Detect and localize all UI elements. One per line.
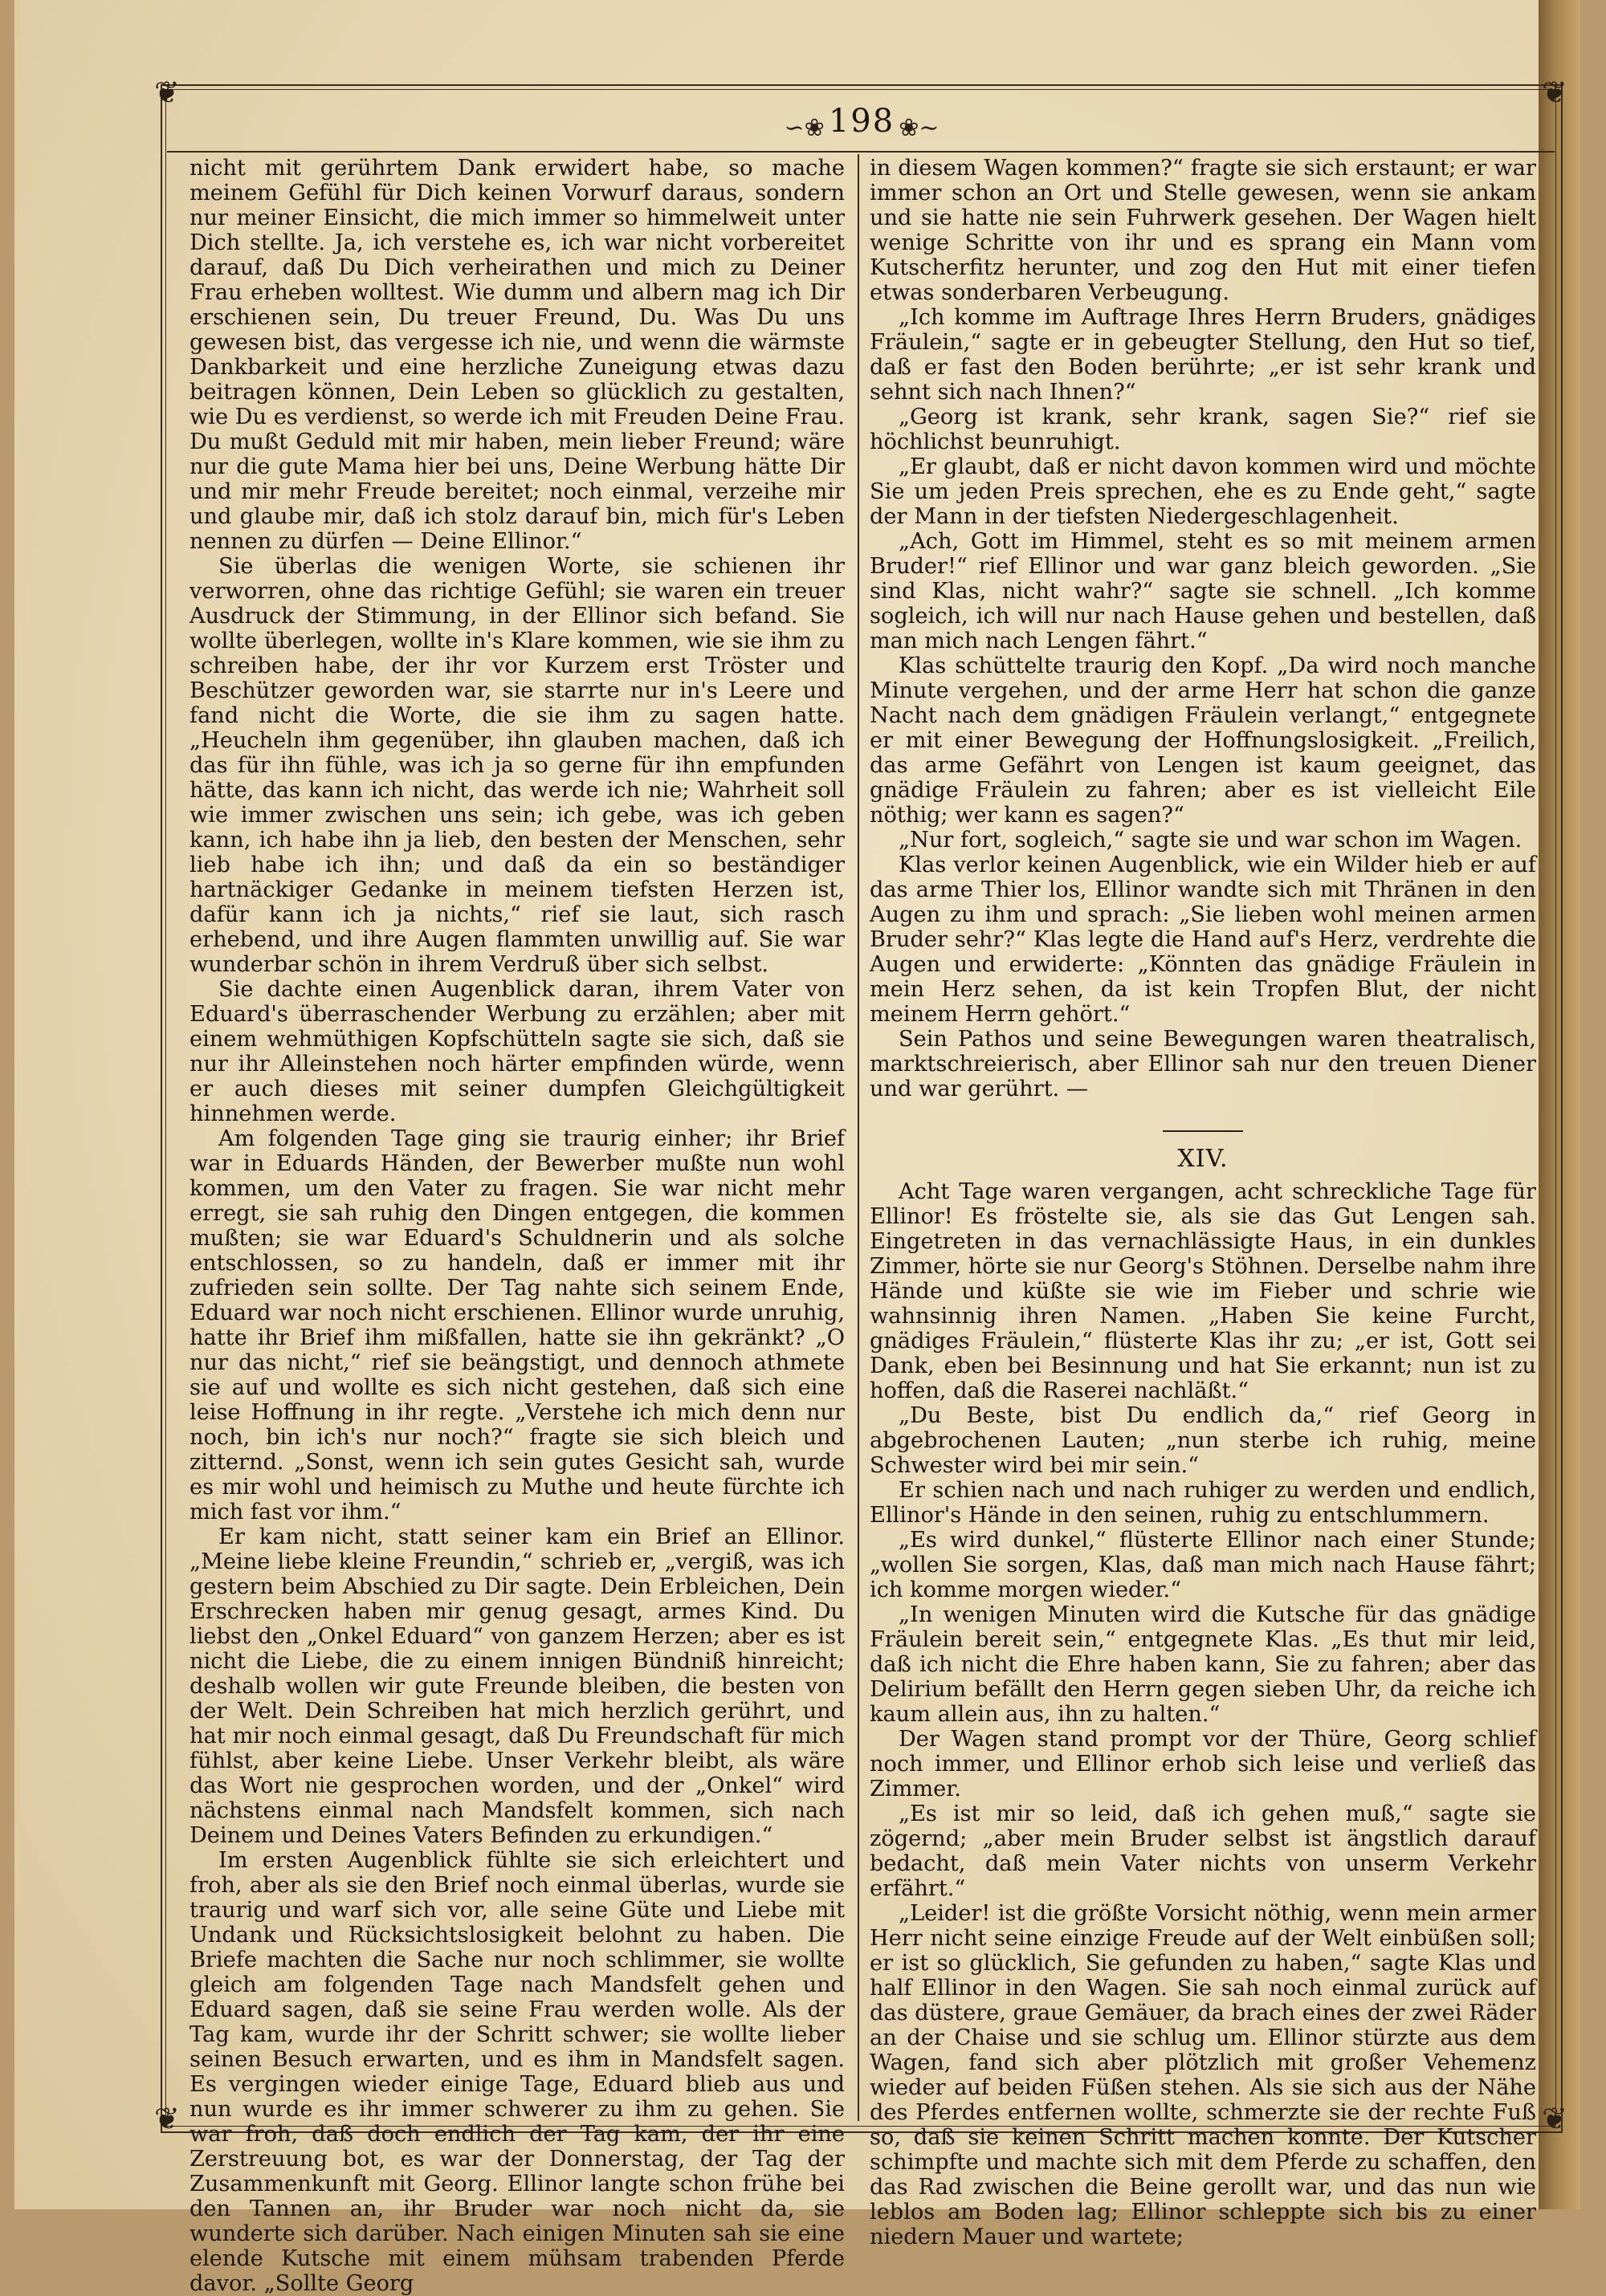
paragraph: „Nur fort, sogleich,“ sagte sie und war schon im Wagen.	[899, 828, 1522, 853]
paragraph: Sie dachte einen Augenblick daran, ihrem Vater von Eduard's überraschender Werbung zu erzählen; aber mit einem wehmüthigen Kopfschütteln sagte sie sich, daß sie nur ihr Alleinstehen noch härter empfinden würde, wenn er auch dieses mit seiner dumpfen Gleichgültigkeit hinnehmen werde.	[190, 977, 845, 1126]
paragraph: Sein Pathos und seine Bewegungen waren theatralisch, marktschreierisch, aber Ellinor sah nur den treuen Diener und war gerührt. —	[870, 1027, 1536, 1101]
paragraph: Klas schüttelte traurig den Kopf. „Da wird noch manche Minute vergehen, und der arme Herr hat schon die ganze Nacht nach dem gnädigen Fräulein verlangt,“ entgegnete er mit einer Bewegung der Hoffnungslosigkeit. „Freilich, das arme Gefährt von Lengen ist kaum geeignet, das gnädige Fräulein zu fahren; aber es ist vielleicht Eile nöthig; wer kann es sagen?“	[870, 653, 1536, 828]
corner-ornament-bottom-right: ❦	[1542, 2101, 1567, 2136]
header-rule	[167, 151, 1555, 153]
corner-ornament-bottom-left: ❦	[154, 2101, 180, 2136]
paragraph: Der Wagen stand prompt vor der Thüre, Georg schlief noch immer, und Ellinor erhob sich leise und verließ das Zimmer.	[870, 1727, 1536, 1801]
page-number: 198	[828, 103, 895, 140]
paragraph: „Georg ist krank, sehr krank, sagen Sie?“ rief sie höchlichst beunruhigt.	[870, 405, 1536, 454]
paragraph: „Es ist mir so leid, daß ich gehen muß,“ sagte sie zögernd; „aber mein Bruder selbst ist ängstlich darauf bedacht, daß mein Vater nichts von unserm Verkehr erfährt.“	[870, 1801, 1536, 1901]
chapter-heading: XIV.	[1177, 1145, 1229, 1173]
paragraph: „Er glaubt, daß er nicht davon kommen wird und möchte Sie um jeden Preis sprechen, ehe es zu Ende geht,“ sagte der Mann in der tiefsten Niedergeschlagenheit.	[870, 454, 1536, 529]
paragraph: „Es wird dunkel,“ flüsterte Ellinor nach einer Stunde; „wollen Sie sorgen, Klas, daß man mich nach Hause fährt; ich komme morgen wieder.“	[870, 1528, 1536, 1602]
corner-ornament-top-left: ❦	[154, 75, 180, 110]
page-header	[161, 103, 1563, 149]
section-divider-rule	[1163, 1130, 1243, 1132]
header-ornament-right: ❀∼	[899, 114, 940, 142]
column-divider	[858, 154, 859, 2121]
paragraph: Acht Tage waren vergangen, acht schreckliche Tage für Ellinor! Es fröstelte sie, als sie das Gut Lengen sah. Eingetreten in das vernachlässigte Haus, in ein dunkles Zimmer, hörte sie nur Georg's Stöhnen. Derselbe nahm ihre Hände und küßte sie wie im Fieber und schrie wie wahnsinnig ihren Namen. „Haben Sie keine Furcht, gnädiges Fräulein,“ flüsterte Klas ihr zu; „er ist, Gott sei Dank, eben bei Besinnung und hat Sie erkannt; nun ist zu hoffen, daß die Raserei nachläßt.“	[870, 1179, 1536, 1403]
paragraph: „Leider! ist die größte Vorsicht nöthig, wenn mein armer Herr nicht seine einzige Freude auf der Welt einbüßen soll; er ist so glücklich, Sie gefunden zu haben,“ sagte Klas und half Ellinor in den Wagen. Sie sah noch einmal zurück auf das düstere, graue Gemäuer, da brach eines der zwei Räder an der Chaise und sie schlug um. Ellinor stürzte aus dem Wagen, fand sich aber plötzlich mit großer Vehemenz wieder auf beiden Füßen stehen. Als sie sich aus der Nähe des Pferdes entfernen wollte, schmerzte sie der rechte Fuß so, daß sie keinen Schritt machen konnte. Der Kutscher schimpfte und machte sich mit dem Pferde zu schaffen, den das Rad zwischen die Beine gerollt war, und das nun wie leblos am Boden lag; Ellinor schleppte sich bis zu einer niedern Mauer und wartete;	[870, 1901, 1536, 2249]
right-column	[870, 156, 1536, 2249]
corner-ornament-top-right: ❦	[1542, 75, 1567, 110]
paragraph: Am folgenden Tage ging sie traurig einher; ihr Brief war in Eduards Händen, der Bewerber mußte nun wohl kommen, um den Vater zu fragen. Sie war nicht mehr erregt, sie sah ruhig den Dingen entgegen, die kommen mußten; sie war Eduard's Schuldnerin und als solche entschlossen, so zu handeln, daß er immer mit ihr zufrieden sein sollte. Der Tag nahte sich seinem Ende, Eduard war noch nicht erschienen. Ellinor wurde unruhig, hatte ihr Brief ihm mißfallen, hatte sie ihn gekränkt? „O nur das nicht,“ rief sie beängstigt, und dennoch athmete sie auf und wollte es sich nicht gestehen, daß sich eine leise Hoffnung in ihr regte. „Verstehe ich mich denn nur noch, bin ich's nur noch?“ fragte sie sich bleich und zitternd. „Sonst, wenn ich sein gutes Gesicht sah, wurde es mir wohl und heimisch zu Muthe und heute fürchte ich mich fast vor ihm.“	[190, 1126, 845, 1525]
left-column	[190, 156, 845, 2296]
paragraph: „In wenigen Minuten wird die Kutsche für das gnädige Fräulein bereit sein,“ entgegnete Klas. „Es thut mir leid, daß ich nicht die Ehre haben kann, Sie zu fahren; aber das Delirium befällt den Herrn gegen sieben Uhr, da reiche ich kaum allein aus, ihn zu halten.“	[870, 1602, 1536, 1727]
paragraph: Klas verlor keinen Augenblick, wie ein Wilder hieb er auf das arme Thier los, Ellinor wandte sich mit Thränen in den Augen zu ihm und sprach: „Sie lieben wohl meinen armen Bruder sehr?“ Klas legte die Hand auf's Herz, verdrehte die Augen und erwiderte: „Könnten das gnädige Fräulein in mein Herz sehen, da ist kein Tropfen Blut, der nicht meinem Herrn gehört.“	[870, 853, 1536, 1027]
paragraph: „Ich komme im Auftrage Ihres Herrn Bruders, gnädiges Fräulein,“ sagte er in gebeugter Stellung, den Hut so tief, daß er fast den Boden berührte; „er ist sehr krank und sehnt sich nach Ihnen?“	[870, 305, 1536, 405]
paragraph: in diesem Wagen kommen?“ fragte sie sich erstaunt; er war immer schon an Ort und Stelle gewesen, wenn sie ankam und sie hatte nie sein Fuhrwerk gesehen. Der Wagen hielt wenige Schritte von ihr und es sprang ein Mann vom Kutscherfitz herunter, und zog den Hut mit einer tiefen etwas sonderbaren Verbeugung.	[870, 156, 1536, 305]
paragraph: nicht mit gerührtem Dank erwidert habe, so mache meinem Gefühl für Dich keinen Vorwurf daraus, sondern nur meiner Einsicht, die mich immer so himmelweit unter Dich stellte. Ja, ich verstehe es, ich war nicht vorbereitet darauf, daß Du Dich verheirathen und mich zu Deiner Frau erheben wolltest. Wie dumm und albern mag ich Dir erschienen sein, Du treuer Freund, Du. Was Du uns gewesen bist, das vergesse ich nie, und wenn die wärmste Dankbarkeit und eine herzliche Zuneigung etwas dazu beitragen können, Dein Leben so glücklich zu gestalten, wie Du es verdienst, so werde ich mit Freuden Deine Frau. Du mußt Geduld mit mir haben, mein lieber Freund; wäre nur die gute Mama hier bei uns, Deine Werbung hätte Dir und mir mehr Freude bereitet; noch einmal, verzeihe mir und glaube mir, daß ich stolz darauf bin, mich für's Leben nennen zu dürfen — Deine Ellinor.“	[190, 156, 845, 554]
paragraph: Er schien nach und nach ruhiger zu werden und endlich, Ellinor's Hände in den seinen, ruhig zu entschlummern.	[870, 1478, 1536, 1528]
paragraph: Sie überlas die wenigen Worte, sie schienen ihr verworren, ohne das richtige Gefühl; sie waren ein treuer Ausdruck der Stimmung, in der Ellinor sich befand. Sie wollte überlegen, wollte in's Klare kommen, wie sie ihm zu schreiben habe, der ihr vor Kurzem erst Tröster und Beschützer geworden war, sie starrte nur in's Leere und fand nicht die Worte, die sie ihm zu sagen hatte. „Heucheln ihm gegenüber, ihn glauben machen, daß ich das für ihn fühle, was ich ja so gerne für ihn empfunden hätte, das kann ich nicht, das werde ich nie; Wahrheit soll wie immer zwischen uns sein; ich gebe, was ich geben kann, ich habe ihn ja lieb, den besten der Menschen, sehr lieb habe ich ihn; und daß da ein so beständiger hartnäckiger Gedanke in meinem tiefsten Herzen ist, dafür kann ich ja nichts,“ rief sie laut, sich rasch erhebend, und ihre Augen flammten unwillig auf. Sie war wunderbar schön in ihrem Verdruß über sich selbst.	[190, 554, 845, 977]
paragraph: Er kam nicht, statt seiner kam ein Brief an Ellinor. „Meine liebe kleine Freundin,“ schrieb er, „vergiß, was ich gestern beim Abschied zu Dir sagte. Dein Erbleichen, Dein Erschrecken haben mir genug gesagt, armes Kind. Du liebst den „Onkel Eduard“ von ganzem Herzen; aber es ist nicht die Liebe, die zu einem innigen Bündniß hinreicht; deshalb wollen wir gute Freunde bleiben, die besten von der Welt. Dein Schreiben hat mich herzlich gerührt, und hat mir noch einmal gesagt, daß Du Freundschaft für mich fühlst, aber keine Liebe. Unser Verkehr bleibt, als wäre das Wort nie gesprochen worden, und der „Onkel“ wird nächstens einmal nach Mandsfelt kommen, sich nach Deinem und Deines Vaters Befinden zu erkundigen.“	[190, 1525, 845, 1848]
paragraph: Im ersten Augenblick fühlte sie sich erleichtert und froh, aber als sie den Brief noch einmal überlas, wurde sie traurig und warf sich vor, alle seine Güte und Liebe mit Undank und Rücksichtslosigkeit belohnt zu haben. Die Briefe machten die Sache nur noch schlimmer, sie wollte gleich am folgenden Tage nach Mandsfelt gehen und Eduard sagen, daß sie seine Frau werden wolle. Als der Tag kam, wurde ihr der Schritt schwer; sie wollte lieber seinen Besuch erwarten, und es ihm in Mandsfelt sagen. Es vergingen wieder einige Tage, Eduard blieb aus und nun wurde es ihr immer schwerer zu ihm zu gehen. Sie war froh, daß doch endlich der Tag kam, der ihr eine Zerstreuung bot, es war der Donnerstag, der Tag der Zusammenkunft mit Georg. Ellinor langte schon frühe bei den Tannen an, ihr Bruder war noch nicht da, sie wunderte sich darüber. Nach einigen Minuten sah sie eine elende Kutsche mit einem mühsam trabenden Pferde davor. „Sollte Georg	[190, 1848, 845, 2296]
paragraph: „Ach, Gott im Himmel, steht es so mit meinem armen Bruder!“ rief Ellinor und war ganz bleich geworden. „Sie sind Klas, nicht wahr?“ sagte sie schnell. „Ich komme sogleich, ich will nur nach Hause gehen und bestellen, daß man mich nach Lengen fährt.“	[870, 529, 1536, 653]
header-ornament-left: ∽❀	[784, 114, 825, 142]
paragraph: „Du Beste, bist Du endlich da,“ rief Georg in abgebrochenen Lauten; „nun sterbe ich ruhig, meine Schwester wird bei mir sein.“	[870, 1403, 1536, 1478]
